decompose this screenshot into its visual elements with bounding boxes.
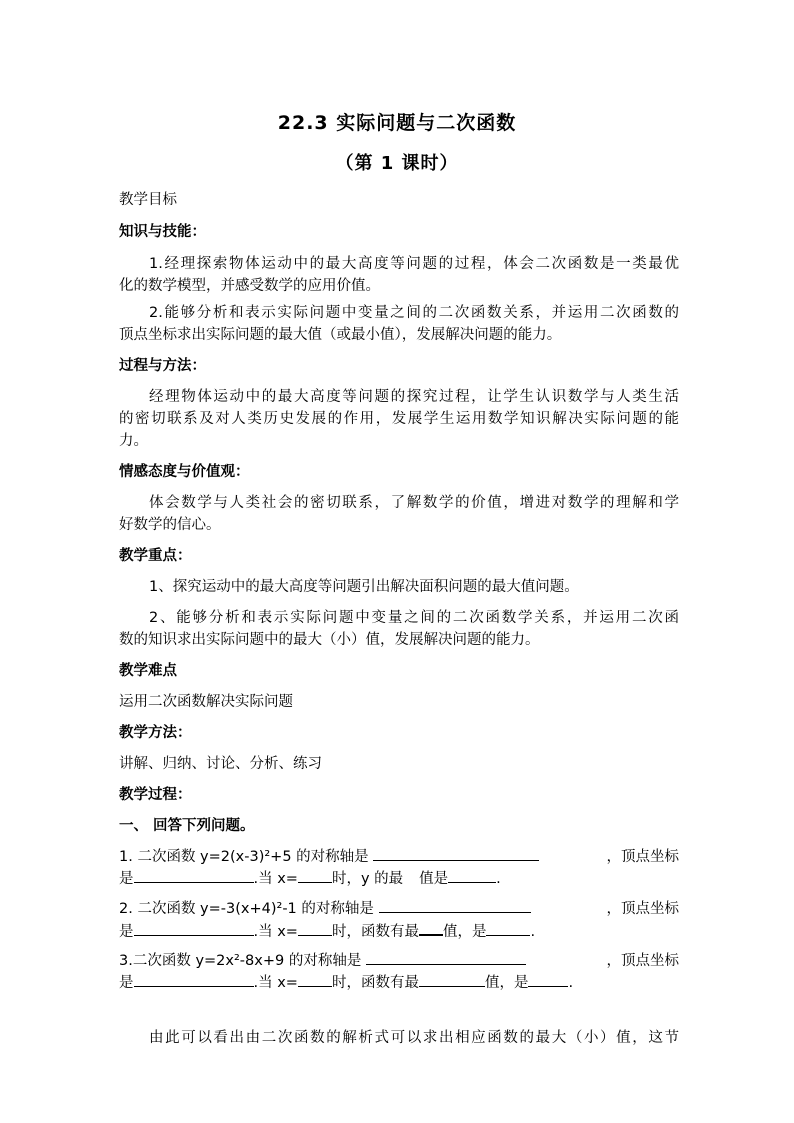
emotion-heading: 情感态度与价值观： [119, 464, 250, 480]
difficulty-text: 运用二次函数解决实际问题 [119, 694, 293, 710]
difficulty-heading: 教学难点 [119, 663, 177, 679]
page-subtitle: （第 1 课时） [335, 153, 459, 174]
question-2-extreme-label: 时，函数有最 [331, 924, 419, 940]
question-1-axis-blank[interactable] [373, 846, 539, 861]
question-3-vertex-blank[interactable] [134, 972, 254, 987]
question-2-value-label: 值，是 [442, 924, 487, 940]
question-2-shi: 是 [119, 924, 134, 940]
page-title: 22.3 实际问题与二次函数 [277, 112, 517, 134]
emotion-line2: 好数学的信心。 [119, 517, 221, 533]
question-1-when-x: .当 x= [253, 871, 298, 887]
objectives-label: 教学目标 [119, 192, 177, 208]
question-3-vertex-label: ，顶点坐标 [606, 953, 679, 969]
question-3-value-blank[interactable] [528, 972, 568, 987]
question-3-extreme-label: 时，函数有最 [331, 975, 419, 991]
knowledge-heading: 知识与技能： [119, 224, 206, 240]
knowledge-p2-line1: 2.能够分析和表示实际问题中变量之间的二次函数关系，并运用二次函数的 [149, 305, 679, 321]
question-2-line2 [119, 920, 679, 943]
conclusion-text: 由此可以看出由二次函数的解析式可以求出相应函数的最大（小）值，这节 [149, 1030, 679, 1046]
question-1-value-blank[interactable] [448, 868, 496, 883]
question-3-line1 [119, 950, 679, 972]
question-1-maxmin-blank[interactable] [403, 868, 419, 883]
question-2-period: . [530, 924, 536, 940]
question-3-period: . [568, 975, 574, 991]
question-1-value-label: 值是 [419, 871, 449, 887]
question-1-vertex-label: ，顶点坐标 [606, 849, 679, 865]
question-1-line2 [119, 868, 679, 890]
question-2-vertex-blank[interactable] [134, 921, 254, 936]
question-2-maxmin-blank[interactable] [419, 920, 443, 936]
question-1-shi: 是 [119, 871, 134, 887]
knowledge-p1-line1: 1.经理探索物体运动中的最大高度等问题的过程，体会二次函数是一类最优 [149, 256, 679, 272]
question-3-value-label: 值，是 [484, 975, 529, 991]
question-2-x-blank[interactable] [298, 921, 332, 936]
question-2-vertex-label: ，顶点坐标 [606, 901, 679, 917]
procedure-heading: 教学过程： [119, 787, 192, 803]
question-3-text: 3.二次函数 y=2x²-8x+9 的对称轴是 [119, 953, 362, 969]
question-1-period: . [496, 871, 501, 887]
question-1-line1 [119, 846, 679, 868]
key-points-heading: 教学重点： [119, 548, 192, 564]
methods-text: 讲解、归纳、讨论、分析、练习 [119, 756, 322, 772]
emotion-line1: 体会数学与人类社会的密切联系，了解数学的价值，增进对数学的理解和学 [149, 495, 679, 511]
key-points-item2-line2: 数的知识求出实际问题中的最大（小）值，发展解决问题的能力。 [119, 632, 540, 648]
question-1-extreme-label: 时，y 的最 [331, 871, 404, 887]
process-line1: 经理物体运动中的最大高度等问题的探究过程，让学生认识数学与人类生活 [149, 389, 679, 405]
process-line3: 力。 [119, 433, 148, 449]
question-1-vertex-blank[interactable] [134, 868, 254, 883]
question-3-axis-blank[interactable] [366, 950, 526, 965]
knowledge-p2-line2: 顶点坐标求出实际问题的最大值（或最小值），发展解决问题的能力。 [119, 327, 562, 343]
procedure-section1: 一、 回答下列问题。 [119, 818, 255, 834]
question-3-maxmin-blank[interactable] [419, 972, 485, 987]
question-3-when-x: .当 x= [253, 975, 298, 991]
question-2-line1 [119, 898, 679, 920]
question-2-value-blank[interactable] [486, 921, 530, 936]
question-2-text: 2. 二次函数 y=-3(x+4)²-1 的对称轴是 [119, 901, 374, 917]
question-3-x-blank[interactable] [298, 972, 332, 987]
key-points-item2-line1: 2、能够分析和表示实际问题中变量之间的二次函数学关系，并运用二次函 [149, 610, 679, 626]
question-2-axis-blank[interactable] [379, 898, 531, 913]
process-line2: 的密切联系及对人类历史发展的作用，发展学生运用数学知识解决实际问题的能 [119, 411, 679, 427]
question-3-shi: 是 [119, 975, 134, 991]
key-points-item1: 1、探究运动中的最大高度等问题引出解决面积问题的最大值问题。 [149, 579, 579, 595]
question-2-when-x: .当 x= [253, 924, 298, 940]
question-1-x-blank[interactable] [298, 868, 332, 883]
question-3-line2 [119, 972, 679, 994]
knowledge-p1-line2: 化的数学模型，并感受数学的应用价值。 [119, 278, 380, 294]
question-1-text: 1. 二次函数 y=2(x-3)²+5 的对称轴是 [119, 849, 369, 865]
process-heading: 过程与方法： [119, 358, 206, 374]
methods-heading: 教学方法： [119, 725, 192, 741]
